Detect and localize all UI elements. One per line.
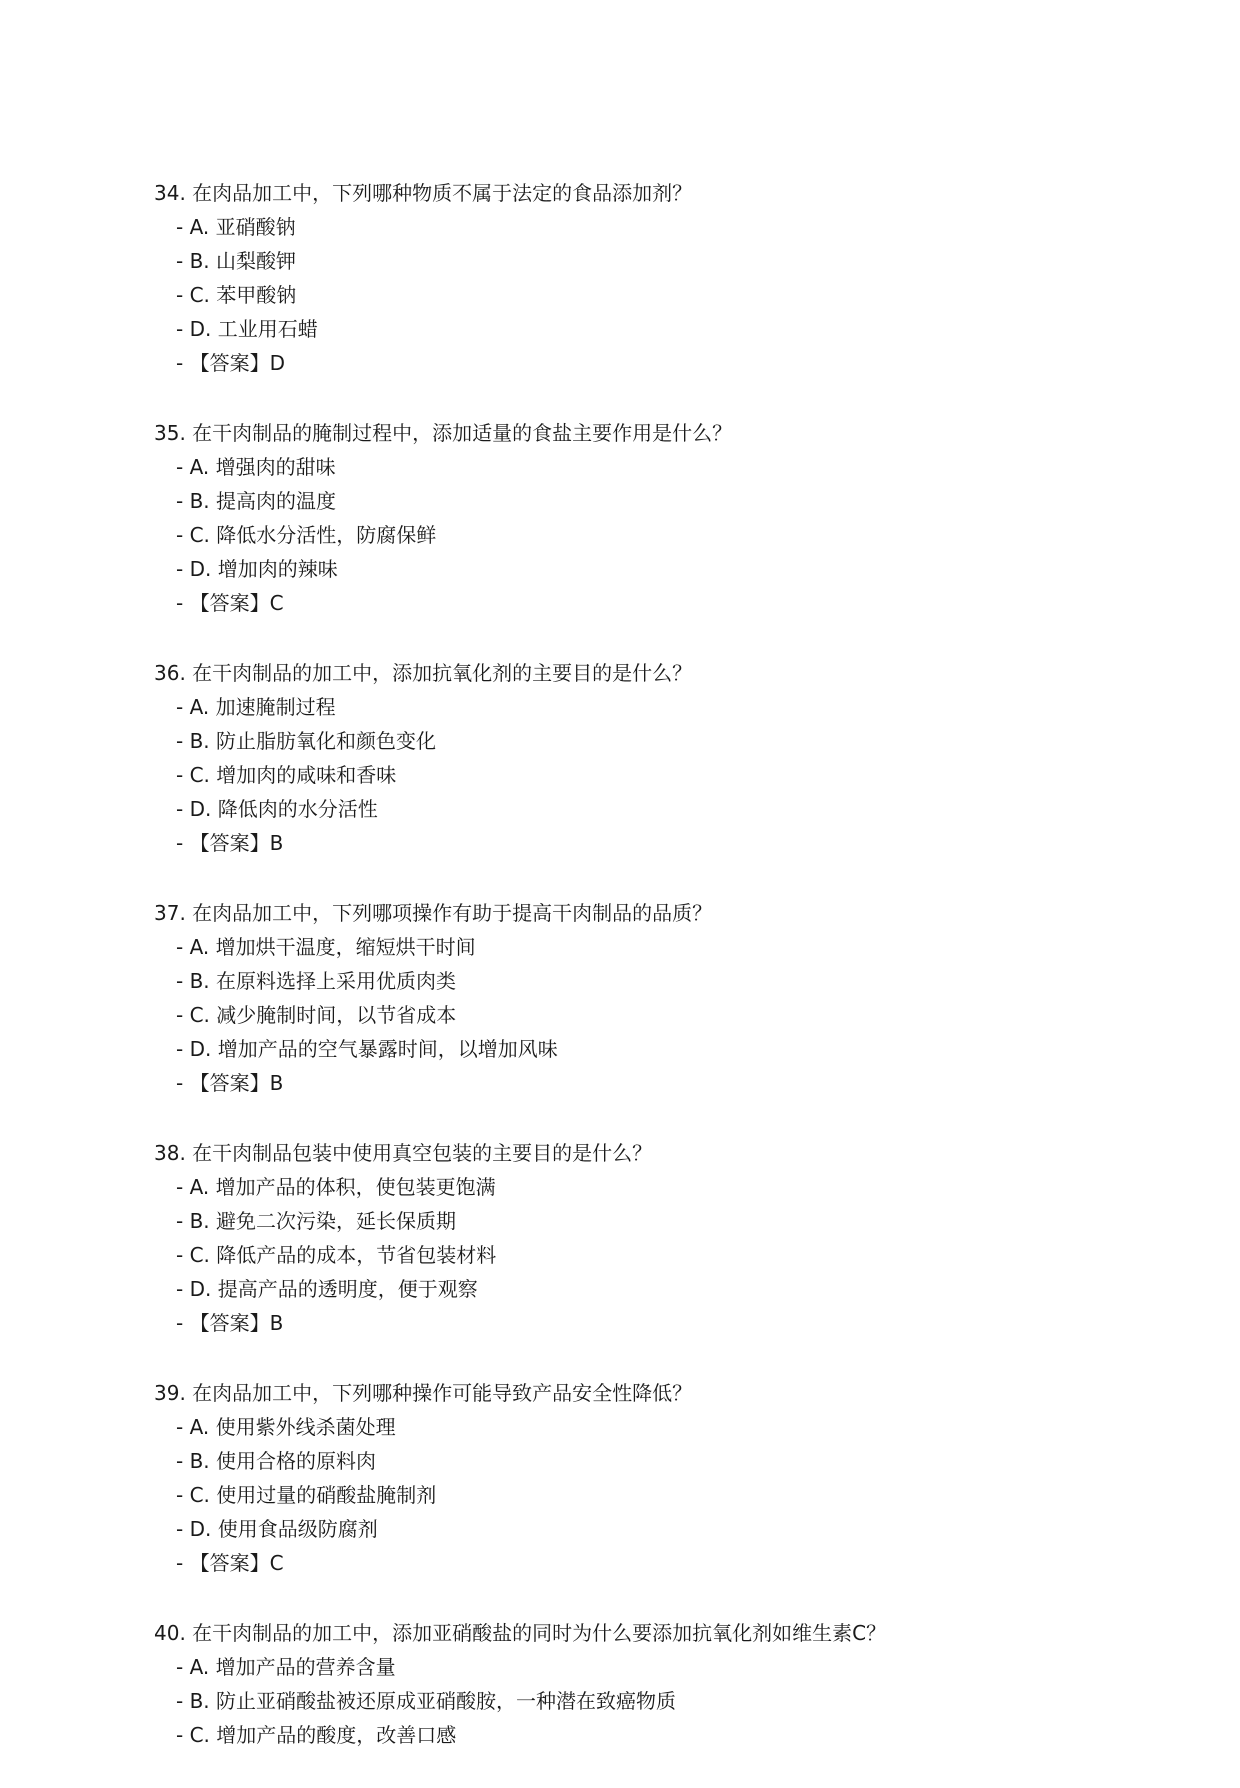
option-a: - A. 增加产品的体积，使包装更饱满	[176, 1175, 496, 1199]
question-title: 39. 在肉品加工中，下列哪种操作可能导致产品安全性降低？	[154, 1381, 693, 1405]
question-38	[154, 1136, 1154, 1340]
option-d: - D. 提高产品的透明度，便于观察	[176, 1277, 478, 1301]
question-39	[154, 1376, 1154, 1580]
option-d: - D. 使用食品级防腐剂	[176, 1517, 378, 1541]
option-c: - C. 降低水分活性，防腐保鲜	[176, 523, 437, 547]
option-b: - B. 山梨酸钾	[176, 249, 297, 273]
option-c: - C. 增加肉的咸味和香味	[176, 763, 397, 787]
answer: - 【答案】B	[176, 1311, 284, 1335]
option-a: - A. 使用紫外线杀菌处理	[176, 1415, 396, 1439]
option-a: - A. 加速腌制过程	[176, 695, 336, 719]
question-title: 37. 在肉品加工中，下列哪项操作有助于提高干肉制品的品质？	[154, 901, 713, 925]
answer: - 【答案】B	[176, 1071, 284, 1095]
answer: - 【答案】B	[176, 831, 284, 855]
option-a: - A. 亚硝酸钠	[176, 215, 296, 239]
option-a: - A. 增加产品的营养含量	[176, 1655, 396, 1679]
option-b: - B. 在原料选择上采用优质肉类	[176, 969, 457, 993]
option-a: - A. 增加烘干温度，缩短烘干时间	[176, 935, 476, 959]
answer: - 【答案】D	[176, 351, 285, 375]
question-title: 36. 在干肉制品的加工中，添加抗氧化剂的主要目的是什么？	[154, 661, 693, 685]
document-page	[154, 176, 1154, 1788]
option-c: - C. 使用过量的硝酸盐腌制剂	[176, 1483, 437, 1507]
question-title: 34. 在肉品加工中，下列哪种物质不属于法定的食品添加剂？	[154, 181, 693, 205]
option-d: - D. 增加产品的空气暴露时间，以增加风味	[176, 1037, 558, 1061]
question-title: 40. 在干肉制品的加工中，添加亚硝酸盐的同时为什么要添加抗氧化剂如维生素C？	[154, 1621, 887, 1645]
question-34	[154, 176, 1154, 380]
option-d: - D. 降低肉的水分活性	[176, 797, 378, 821]
question-35	[154, 416, 1154, 620]
option-c: - C. 减少腌制时间，以节省成本	[176, 1003, 457, 1027]
option-c: - C. 降低产品的成本，节省包装材料	[176, 1243, 497, 1267]
option-b: - B. 防止亚硝酸盐被还原成亚硝酸胺，一种潜在致癌物质	[176, 1689, 677, 1713]
answer: - 【答案】C	[176, 1551, 284, 1575]
question-title: 38. 在干肉制品包装中使用真空包装的主要目的是什么？	[154, 1141, 653, 1165]
option-c: - C. 苯甲酸钠	[176, 283, 297, 307]
question-37	[154, 896, 1154, 1100]
answer: - 【答案】C	[176, 591, 284, 615]
option-d: - D. 增加肉的辣味	[176, 557, 338, 581]
question-title: 35. 在干肉制品的腌制过程中，添加适量的食盐主要作用是什么？	[154, 421, 733, 445]
option-b: - B. 防止脂肪氧化和颜色变化	[176, 729, 437, 753]
option-a: - A. 增强肉的甜味	[176, 455, 336, 479]
option-b: - B. 提高肉的温度	[176, 489, 337, 513]
option-d: - D. 工业用石蜡	[176, 317, 318, 341]
option-b: - B. 避免二次污染，延长保质期	[176, 1209, 457, 1233]
question-40	[154, 1616, 1154, 1752]
option-c: - C. 增加产品的酸度，改善口感	[176, 1723, 457, 1747]
option-b: - B. 使用合格的原料肉	[176, 1449, 377, 1473]
question-36	[154, 656, 1154, 860]
